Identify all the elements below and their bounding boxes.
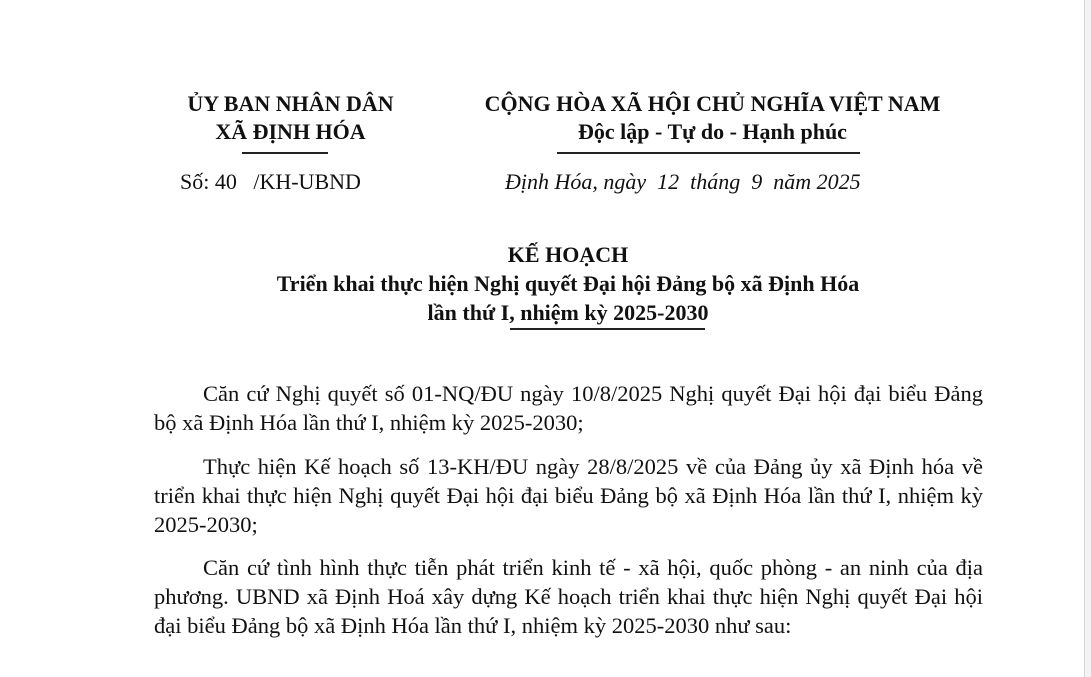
- issuing-authority-line1: ỦY BAN NHÂN DÂN: [187, 91, 394, 116]
- national-motto: Độc lập - Tự do - Hạnh phúc: [578, 119, 847, 144]
- paragraph-1: Căn cứ Nghị quyết số 01-NQ/ĐU ngày 10/8/2025 Nghị quyết Đại hội đại biểu Đảng bộ xã Định Hóa lần thứ I, nhiệm kỳ 2025-2030;: [154, 381, 983, 435]
- authority-underline: [242, 152, 328, 154]
- paragraph-3: Căn cứ tình hình thực tiễn phát triển kinh tế - xã hội, quốc phòng - an ninh của địa phương. UBND xã Định Hoá xây dựng Kế hoạch triển khai thực hiện Nghị quyết Đại hội đại biểu Đảng bộ xã Định Hóa lần thứ I, nhiệm kỳ 2025-2030 như sau:: [154, 555, 983, 638]
- paragraph-2: Thực hiện Kế hoạch số 13-KH/ĐU ngày 28/8/2025 về của Đảng ủy xã Định hóa về triển khai thực hiện Nghị quyết Đại hội đại biểu Đảng bộ xã Định Hóa lần thứ I, nhiệm kỳ 2025-2030;: [154, 454, 983, 537]
- document-title-line1: KẾ HOẠCH: [507, 242, 629, 267]
- national-heading: [440, 90, 985, 146]
- title-underline: [510, 328, 705, 330]
- motto-underline: [557, 152, 860, 154]
- national-heading-line1: CỘNG HÒA XÃ HỘI CHỦ NGHĨA VIỆT NAM: [484, 91, 941, 116]
- document-title-line3: lần thứ I, nhiệm kỳ 2025-2030: [427, 300, 709, 325]
- document-title: [0, 240, 1091, 327]
- document-title-line2: Triển khai thực hiện Nghị quyết Đại hội Đảng bộ xã Định Hóa: [276, 271, 860, 296]
- issuing-authority: [168, 90, 413, 146]
- issuing-authority-line2: XÃ ĐỊNH HÓA: [215, 119, 366, 144]
- document-date: Định Hóa, ngày 12 tháng 9 năm 2025: [505, 169, 861, 194]
- vertical-scrollbar[interactable]: [1084, 0, 1091, 677]
- document-number: Số: 40 /KH-UBND: [180, 169, 361, 194]
